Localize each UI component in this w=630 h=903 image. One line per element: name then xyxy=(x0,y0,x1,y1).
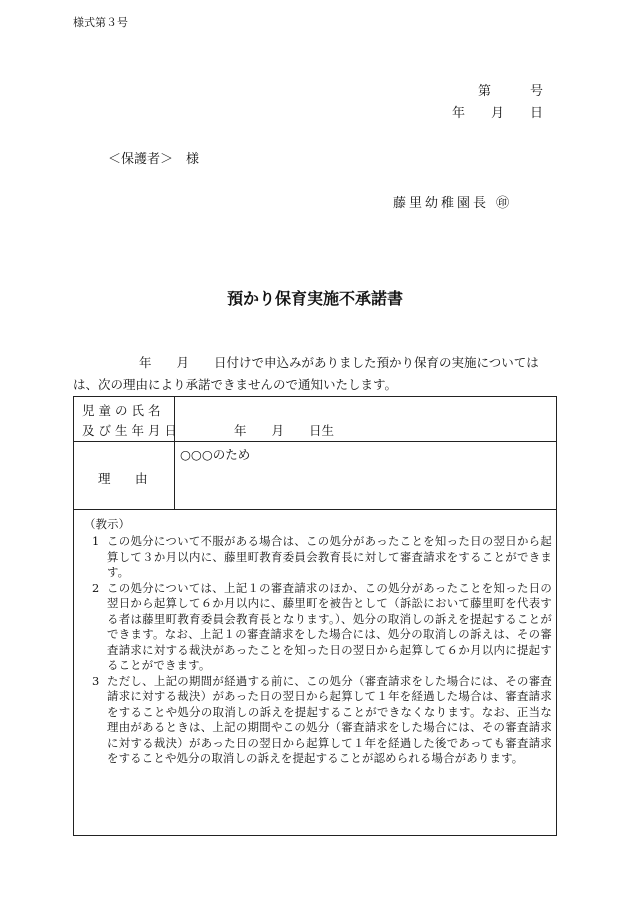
notice-heading: （教示） xyxy=(84,517,130,531)
notice-item xyxy=(82,581,552,674)
notice-item-number: 3 xyxy=(92,673,100,688)
sender-signature: 藤里幼稚園長 ㊞ xyxy=(393,196,513,211)
notice-box xyxy=(73,510,557,836)
reason-value: ○○○のため xyxy=(180,447,251,462)
name-label-line2: 及び生年月日 xyxy=(82,423,182,438)
notice-item xyxy=(82,534,552,581)
document-title: 預かり保育実施不承諾書 xyxy=(226,289,403,308)
intro-line-2: は、次の理由により承諾できませんので通知いたします。 xyxy=(73,377,398,392)
table-row-divider xyxy=(74,441,556,442)
reason-label: 理 由 xyxy=(98,471,154,486)
notice-item-text: ただし、上記の期間が経過する前に、この処分（審査請求をした場合には、その審査請求に対する裁決）があった日の翌日から起算して１年を経過した場合は、審査請求をすることや処分の取消しの訴えを提起することができなくなります。なお、正当な理由があるときは、上記の期間やこの処分（審査請求をした場合には、その審査請求に対する裁決）があった日の翌日から起算して１年を経過した後であっても審査請求をすることや処分の取消しの訴えを提起することが認められる場合があります。 xyxy=(107,673,552,765)
table-column-divider xyxy=(174,397,175,509)
notice-item xyxy=(82,674,552,767)
name-label-line1: 児童の氏名 xyxy=(82,403,165,418)
notice-list xyxy=(82,534,552,767)
notice-item-text: この処分について不服がある場合は、この処分があったことを知った日の翌日から起算して３か月以内に、藤里町教育委員会教育長に対して審査請求をすることができます。 xyxy=(107,534,552,579)
notice-item-number: 2 xyxy=(92,580,100,595)
notice-item-number: 1 xyxy=(92,534,100,548)
document-date: 年 月 日 xyxy=(452,106,544,121)
birth-date-value: 年 月 日生 xyxy=(234,423,335,438)
recipient: ＜保護者＞ 様 xyxy=(108,152,200,167)
info-table xyxy=(73,396,557,510)
form-number: 様式第３号 xyxy=(73,16,128,29)
notice-item-text: この処分については、上記１の審査請求のほか、この処分があったことを知った日の翌日から起算して６か月以内に、藤里町を被告として（訴訟において藤里町を代表する者は藤里町教育委員会教育長となります。）、処分の取消しの訴えを提起することができます。なお、上記１の審査請求をした場合には、処分の取消しの訴えは、その審査請求に対する裁決があったことを知った日の翌日から起算して６か月以内に提起することができます。 xyxy=(107,580,552,672)
document-number: 第 号 xyxy=(478,84,544,99)
intro-line-1: 年 月 日付けで申込みがありました預かり保育の実施については xyxy=(139,355,539,370)
intro-paragraph xyxy=(73,352,561,396)
